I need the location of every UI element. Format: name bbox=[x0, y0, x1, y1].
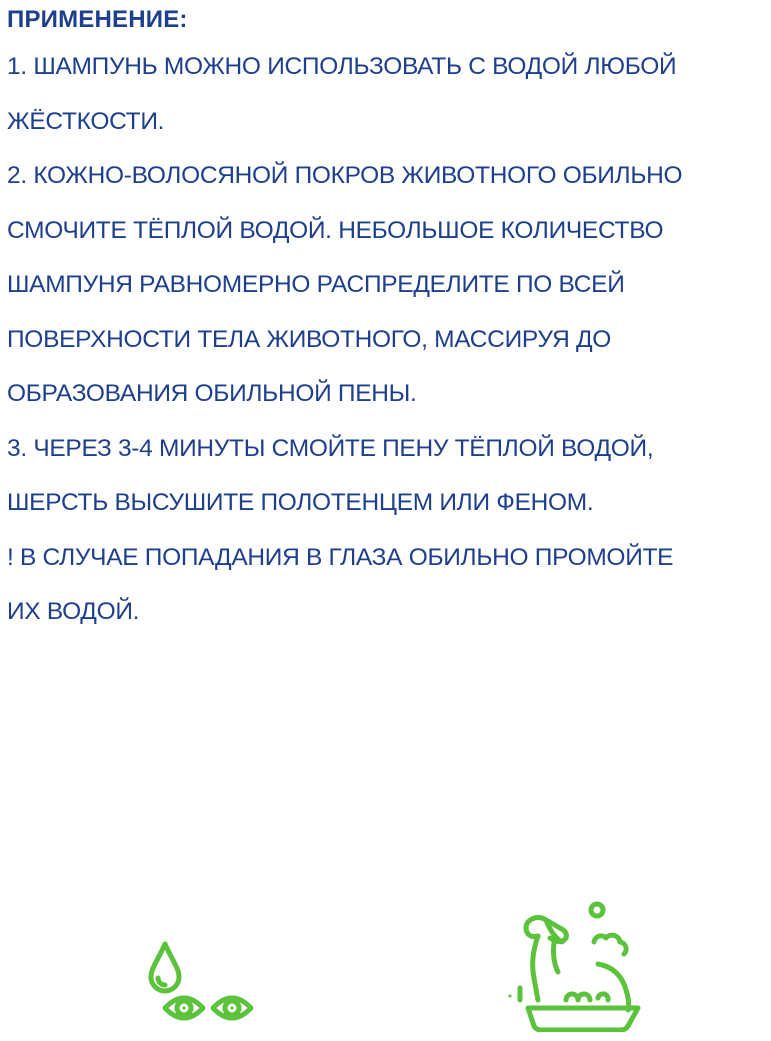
instruction-line: СМОЧИТЕ ТЁПЛОЙ ВОДОЙ. НЕБОЛЬШОЕ КОЛИЧЕСТВО bbox=[7, 216, 664, 244]
section-heading: ПРИМЕНЕНИЕ: bbox=[7, 6, 188, 33]
instruction-line: ОБРАЗОВАНИЯ ОБИЛЬНОЙ ПЕНЫ. bbox=[7, 380, 417, 407]
instruction-line: ШАМПУНЯ РАВНОМЕРНО РАСПРЕДЕЛИТЕ ПО ВСЕЙ bbox=[7, 271, 625, 298]
instruction-line: ЖЁСТКОСТИ. bbox=[7, 107, 165, 135]
dog-bath-icon bbox=[502, 898, 642, 1032]
drop-eyes-icon bbox=[143, 940, 271, 1028]
warning-line: ИХ ВОДОЙ. bbox=[7, 598, 140, 625]
warning-line: ! В СЛУЧАЕ ПОПАДАНИЯ В ГЛАЗА ОБИЛЬНО ПРОМОЙТЕ bbox=[7, 543, 674, 571]
instruction-line: 2. КОЖНО-ВОЛОСЯНОЙ ПОКРОВ ЖИВОТНОГО ОБИЛЬНО bbox=[7, 162, 683, 189]
instruction-line: ПОВЕРХНОСТИ ТЕЛА ЖИВОТНОГО, МАССИРУЯ ДО bbox=[7, 325, 612, 353]
usage-instructions bbox=[7, 0, 771, 640]
instruction-line: 3. ЧЕРЕЗ 3-4 МИНУТЫ СМОЙТЕ ПЕНУ ТЁПЛОЙ ВОДОЙ, bbox=[7, 434, 654, 462]
pictogram-row bbox=[0, 890, 771, 1041]
instruction-line: ШЕРСТЬ ВЫСУШИТЕ ПОЛОТЕНЦЕМ ИЛИ ФЕНОМ. bbox=[7, 489, 594, 516]
instruction-line: 1. ШАМПУНЬ МОЖНО ИСПОЛЬЗОВАТЬ С ВОДОЙ ЛЮБОЙ bbox=[7, 53, 677, 80]
